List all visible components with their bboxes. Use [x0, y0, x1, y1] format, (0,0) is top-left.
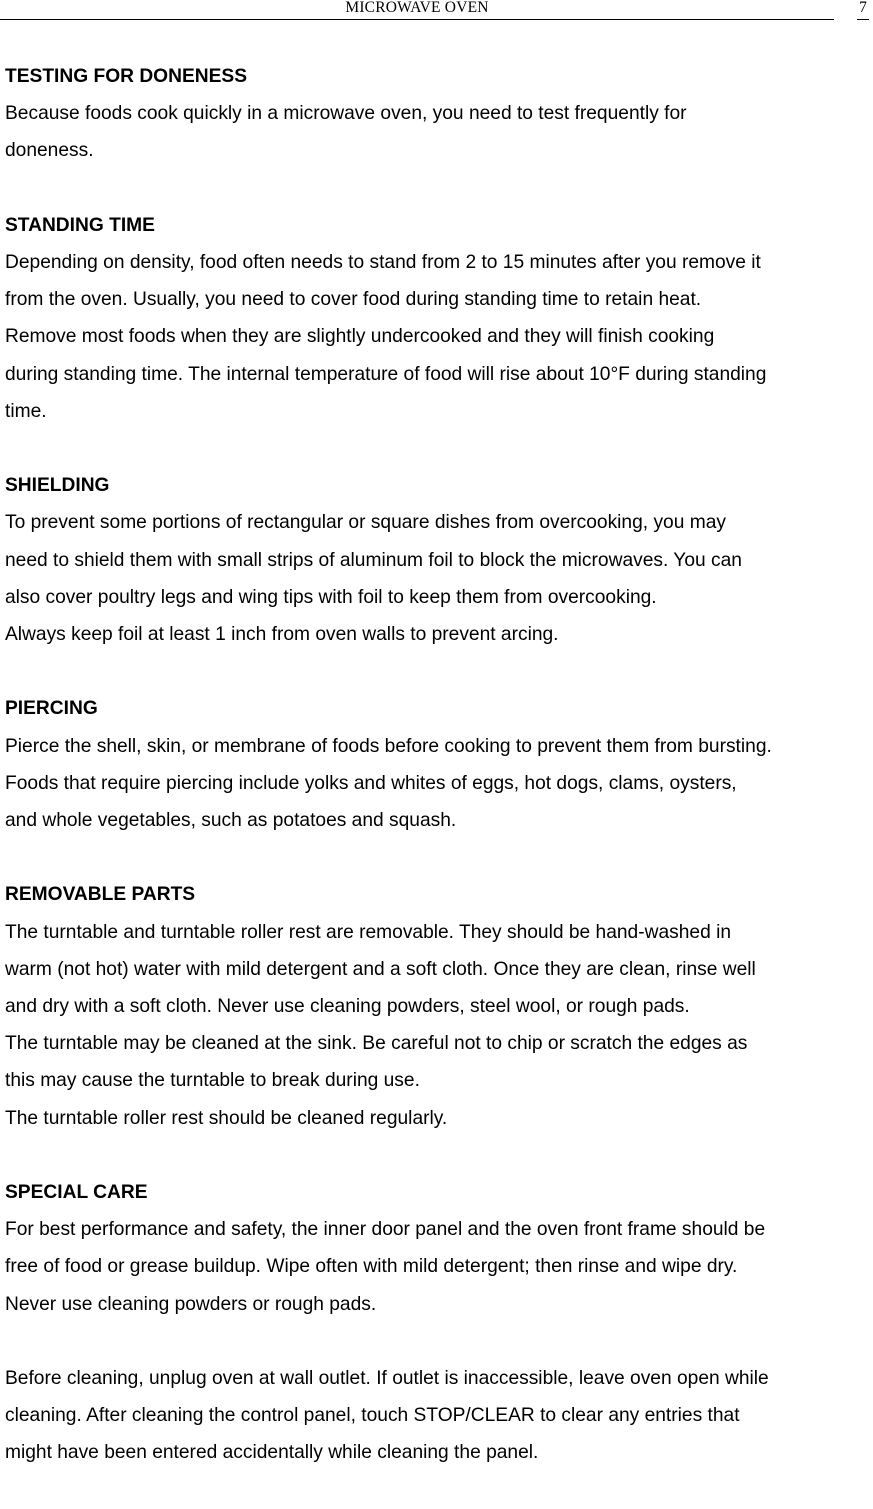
paragraph	[5, 1025, 871, 1099]
text-line: this may cause the turntable to break during use.	[5, 1070, 420, 1092]
section-special-care	[5, 1174, 871, 1323]
text-line: might have been entered accidentally while cleaning the panel.	[5, 1442, 539, 1464]
text-line: Depending on density, food often needs to stand from 2 to 15 minutes after you remove it	[5, 252, 761, 273]
section-title: SPECIAL CARE	[5, 1182, 148, 1204]
section-title: PIERCING	[5, 698, 98, 720]
paragraph	[5, 1100, 871, 1137]
text-line: from the oven. Usually, you need to cover food during standing time to retain heat.	[5, 289, 702, 311]
section-title: TESTING FOR DONENESS	[5, 66, 247, 87]
text-line: Always keep foil at least 1 inch from oven walls to prevent arcing.	[5, 624, 559, 646]
text-line: Before cleaning, unplug oven at wall outlet. If outlet is inaccessible, leave oven open while	[5, 1368, 769, 1390]
text-line: The turntable may be cleaned at the sink. Be careful not to chip or scratch the edges as	[5, 1033, 748, 1055]
paragraph	[5, 1360, 871, 1472]
document-title: MICROWAVE OVEN	[345, 0, 489, 16]
text-line: also cover poultry legs and wing tips with foil to keep them from overcooking.	[5, 586, 657, 608]
page-number-rule	[857, 19, 869, 20]
text-line: during standing time. The internal temperature of food will rise about 10°F during standing	[5, 363, 767, 385]
section-standing-time	[5, 207, 871, 430]
paragraph	[5, 95, 871, 169]
text-line: and dry with a soft cloth. Never use cleaning powders, steel wool, or rough pads.	[5, 996, 690, 1018]
text-line: and whole vegetables, such as potatoes and squash.	[5, 810, 457, 832]
text-line: cleaning. After cleaning the control panel, touch STOP/CLEAR to clear any entries that	[5, 1405, 740, 1427]
text-line: need to shield them with small strips of aluminum foil to block the microwaves. You can	[5, 549, 742, 571]
text-line: Remove most foods when they are slightly undercooked and they will finish cooking	[5, 326, 715, 348]
page-number: 7	[859, 0, 867, 16]
paragraph	[5, 914, 871, 1026]
text-line: warm (not hot) water with mild detergent and a soft cloth. Once they are clean, rinse well	[5, 958, 756, 980]
section-cleaning-note	[5, 1360, 871, 1472]
paragraph	[5, 616, 871, 653]
text-line: Never use cleaning powders or rough pads.	[5, 1293, 377, 1315]
section-title: REMOVABLE PARTS	[5, 884, 196, 906]
section-shielding	[5, 467, 871, 653]
page-body	[5, 58, 871, 1509]
paragraph	[5, 728, 871, 840]
text-line: The turntable and turntable roller rest are removable. They should be hand-washed in	[5, 921, 732, 943]
page-header	[0, 0, 873, 24]
section-title: STANDING TIME	[5, 214, 155, 236]
section-title: SHIELDING	[5, 475, 110, 497]
text-line: free of food or grease buildup. Wipe often with mild detergent; then rinse and wipe dry.	[5, 1256, 738, 1278]
paragraph	[5, 504, 871, 616]
section-removable-parts	[5, 876, 871, 1136]
header-rule	[0, 19, 834, 20]
text-line: Because foods cook quickly in a microwave oven, you need to test frequently for	[5, 103, 687, 125]
text-line: time.	[5, 400, 47, 422]
paragraph	[5, 1211, 871, 1323]
text-line: For best performance and safety, the inner door panel and the oven front frame should be	[5, 1219, 766, 1241]
section-piercing	[5, 690, 871, 839]
text-line: Foods that require piercing include yolks and whites of eggs, hot dogs, clams, oysters,	[5, 772, 737, 794]
text-line: doneness.	[5, 140, 94, 162]
text-line: To prevent some portions of rectangular or square dishes from overcooking, you may	[5, 512, 726, 534]
section-testing-for-doneness	[5, 58, 871, 170]
text-line: Pierce the shell, skin, or membrane of foods before cooking to prevent them from bursting.	[5, 735, 772, 757]
text-line: The turntable roller rest should be cleaned regularly.	[5, 1107, 448, 1129]
paragraph	[5, 244, 871, 430]
